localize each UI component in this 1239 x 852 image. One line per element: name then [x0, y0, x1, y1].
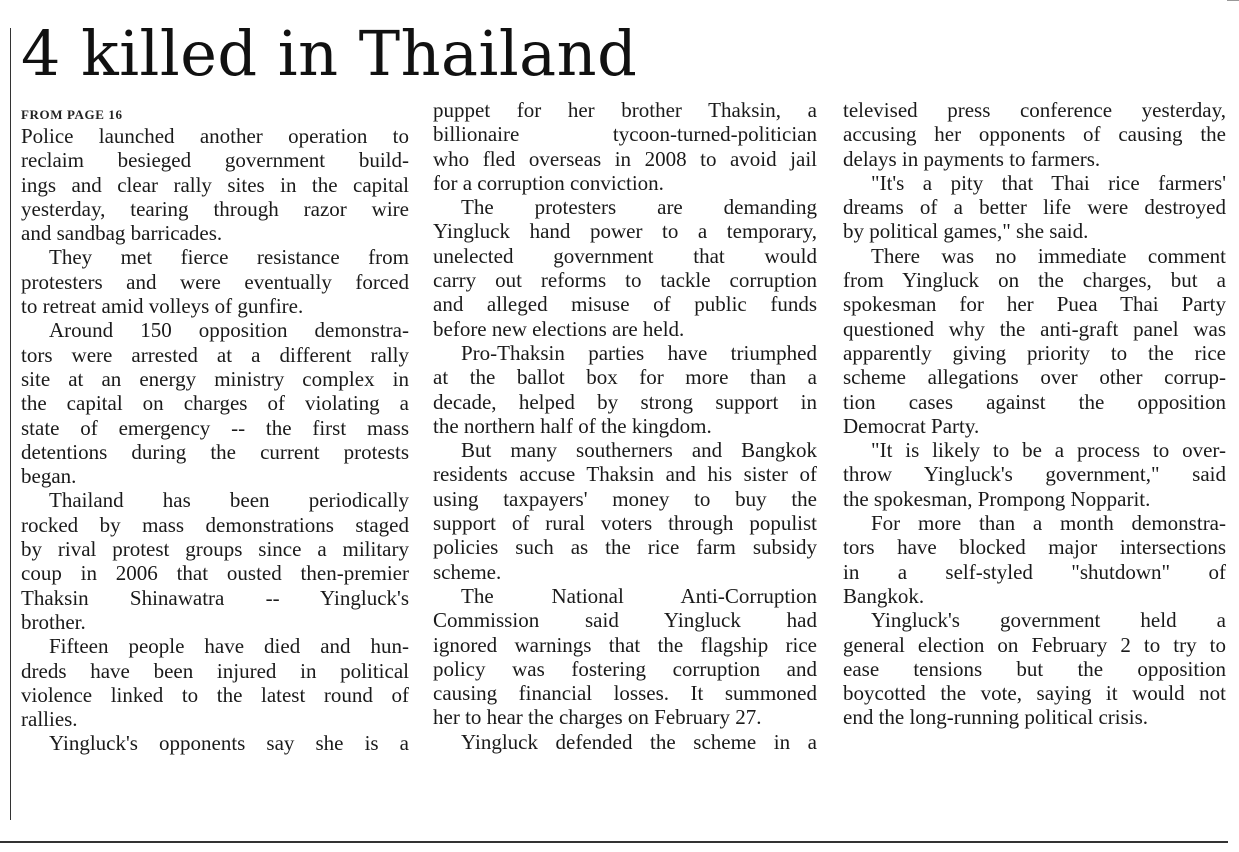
article-column-1 — [21, 106, 409, 756]
text-line: by political games," she said. — [843, 219, 1089, 244]
text-line: unelected government that would — [433, 243, 817, 268]
text-line: televised press conference yesterday, — [843, 98, 1226, 122]
text-line: carry out reforms to tackle corruption — [433, 268, 817, 293]
text-line: violence linked to the latest round of — [21, 682, 409, 707]
text-line: for a corruption conviction. — [433, 170, 664, 195]
text-line: end the long-running political crisis. — [843, 705, 1149, 730]
text-line: ings and clear rally sites in the capital — [21, 172, 409, 197]
text-line: tion cases against the opposition — [843, 389, 1226, 414]
text-line: Bangkok. — [843, 583, 925, 608]
text-line: ignored warnings that the flagship rice — [433, 632, 817, 657]
text-line: scheme allegations over other corrup- — [843, 365, 1226, 390]
text-line: dreds have been injured in political — [21, 658, 409, 683]
column-3-text — [843, 98, 1226, 730]
continuation-kicker: FROM PAGE 16 — [21, 107, 123, 122]
text-line: throw Yingluck's government," said — [843, 462, 1226, 487]
article-headline: 4 killed in Thailand — [21, 17, 638, 90]
text-line: support of rural voters through populist — [433, 511, 817, 536]
text-line: boycotted the vote, saying it would not — [843, 681, 1226, 706]
article-column-2 — [433, 98, 817, 754]
bottom-page-rule — [0, 841, 1228, 843]
text-line: tors were arrested at a different rally — [21, 342, 409, 367]
text-line: detentions during the current protests — [21, 439, 409, 464]
text-line: They met fierce resistance from — [49, 245, 409, 270]
text-line: tors have blocked major intersections — [843, 535, 1226, 560]
text-line: But many southerners and Bangkok — [461, 438, 817, 463]
text-line: the capital on charges of violating a — [21, 391, 409, 416]
text-line: accusing her opponents of causing the — [843, 122, 1226, 147]
text-line: puppet for her brother Thaksin, a — [433, 98, 817, 122]
text-line: Police launched another operation to — [21, 124, 409, 148]
text-line: causing financial losses. It summoned — [433, 681, 817, 706]
text-line: her to hear the charges on February 27. — [433, 705, 762, 730]
text-line: protesters and were eventually forced — [21, 269, 409, 294]
text-line: Thailand has been periodically — [49, 488, 409, 513]
text-line: by rival protest groups since a military — [21, 537, 409, 562]
text-line: spokesman for her Puea Thai Party — [843, 292, 1226, 317]
text-line: the spokesman, Prompong Nopparit. — [843, 486, 1151, 511]
text-line: The National Anti-Corruption — [461, 583, 817, 608]
text-line: For more than a month demonstra- — [871, 511, 1226, 536]
text-line: from Yingluck on the charges, but a — [843, 268, 1226, 293]
text-line: state of emergency -- the first mass — [21, 415, 409, 440]
text-line: and sandbag barricades. — [21, 221, 223, 246]
text-line: "It's a pity that Thai rice farmers' — [871, 170, 1226, 195]
article-column-3 — [843, 98, 1226, 730]
text-line: policy was fostering corruption and — [433, 656, 817, 681]
page-corner-mark — [1227, 0, 1239, 9]
text-line: billionaire tycoon-turned-politician — [433, 122, 817, 147]
text-line: reclaim besieged government build- — [21, 148, 409, 173]
text-line: dreams of a better life were destroyed — [843, 195, 1226, 220]
text-line: yesterday, tearing through razor wire — [21, 196, 409, 221]
text-line: rallies. — [21, 707, 78, 732]
text-line: began. — [21, 464, 77, 489]
text-line: rocked by mass demonstrations staged — [21, 512, 409, 537]
column-2-text — [433, 98, 817, 754]
text-line: apparently giving priority to the rice — [843, 340, 1226, 365]
text-line: Yingluck's government held a — [871, 608, 1226, 633]
text-line: general election on February 2 to try to — [843, 632, 1226, 657]
text-line: policies such as the rice farm subsidy — [433, 535, 817, 560]
text-line: ease tensions but the opposition — [843, 656, 1226, 681]
text-line: coup in 2006 that ousted then-premier — [21, 561, 409, 586]
text-line: at the ballot box for more than a — [433, 365, 817, 390]
left-column-rule — [10, 28, 11, 820]
text-line: Pro-Thaksin parties have triumphed — [461, 340, 817, 365]
text-line: and alleged misuse of public funds — [433, 292, 817, 317]
text-line: Yingluck defended the scheme in a — [461, 729, 817, 754]
column-1-text — [21, 124, 409, 756]
text-line: site at an energy ministry complex in — [21, 366, 409, 391]
text-line: decade, helped by strong support in — [433, 389, 817, 414]
text-line: residents accuse Thaksin and his sister of — [433, 462, 817, 487]
text-line: to retreat amid volleys of gunfire. — [21, 294, 304, 319]
text-line: before new elections are held. — [433, 316, 685, 341]
text-line: Yingluck hand power to a temporary, — [433, 219, 817, 244]
text-line: Democrat Party. — [843, 413, 980, 438]
text-line: The protesters are demanding — [461, 195, 817, 220]
text-line: who fled overseas in 2008 to avoid jail — [433, 146, 817, 171]
text-line: the northern half of the kingdom. — [433, 413, 712, 438]
text-line: Around 150 opposition demonstra- — [49, 318, 409, 343]
text-line: "It is likely to be a process to over- — [871, 438, 1226, 463]
text-line: in a self-styled "shutdown" of — [843, 559, 1226, 584]
text-line: brother. — [21, 609, 86, 634]
text-line: delays in payments to farmers. — [843, 146, 1101, 171]
text-line: Fifteen people have died and hun- — [49, 634, 409, 659]
text-line: Commission said Yingluck had — [433, 608, 817, 633]
text-line: There was no immediate comment — [871, 243, 1226, 268]
text-line: using taxpayers' money to buy the — [433, 486, 817, 511]
text-line: scheme. — [433, 559, 502, 584]
text-line: Yingluck's opponents say she is a — [49, 731, 409, 756]
text-line: Thaksin Shinawatra -- Yingluck's — [21, 585, 409, 610]
text-line: questioned why the anti-graft panel was — [843, 316, 1226, 341]
